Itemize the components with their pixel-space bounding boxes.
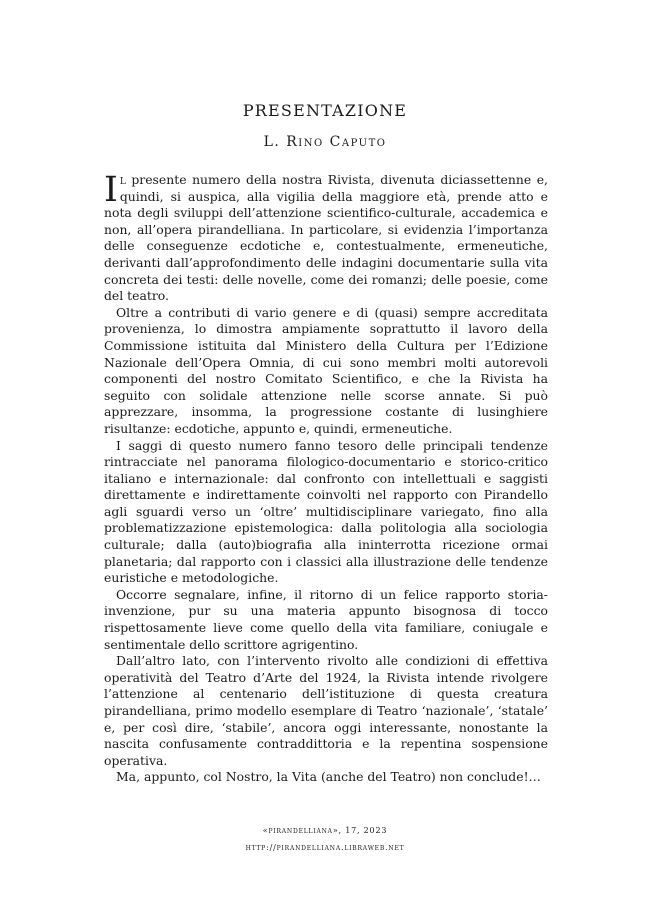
journal-url: http://pirandelliana.libraweb.net [245,843,405,852]
journal-citation: «pirandelliana», 17, 2023 [262,826,388,835]
paragraph-6: Ma, appunto, col Nostro, la Vita (anche del Teatro) non conclude!… [116,769,541,785]
paragraph-2: Oltre a contributi di vario genere e di (quasi) sempre accreditata provenienza, lo dimostra ampiamente soprattutto il lavoro della Commissione istituita dal Ministero della Cultura per l’Edizione Nazionale dell’Opera Omnia, di cui sono membri molti autorevoli componenti del nostro Comitato Scientifico, e che la Rivista ha seguito con solidale attenzione nelle scorse annate. Si può apprezzare, insomma, la progressione costante di lusinghiere risultanze: ecdotiche, appunto e, quindi, ermeneutiche. [104,304,548,436]
paragraph-4: Occorre segnalare, infine, il ritorno di un felice rapporto storia-invenzione, pur su una materia appunto bisognosa di tocco rispettosamente lieve come quello della vita familiare, coniugale e sentimentale dello scrittore agrigentino. [104,586,548,652]
paragraph-1 [104,172,548,305]
paragraph-1-text: presente numero della nostra Rivista, divenuta diciassettenne e, quindi, si auspica, alla vigilia della maggiore età, prende atto e nota degli sviluppi dell’attenzione scientifico-culturale, accademica e non, all’opera pirandelliana. In particolare, si evidenzia l’importanza delle conseguenze ecdotiche e, contestualmente, ermeneutiche, derivanti dall’approfondimento delle indagini documentarie sulla vita concreta dei testi: delle novelle, come dei romanzi; delle poesie, come del teatro. [104,172,548,304]
page-title: PRESENTAZIONE [242,101,408,120]
drop-cap-continuation: l [119,172,126,187]
paragraph-5: Dall’altro lato, con l’intervento rivolto alle condizioni di effettiva operatività del Teatro d’Arte del 1924, la Rivista intende rivolgere l’attenzione al centenario dell’istituzione di questa creatura pirandelliana, primo modello esemplare di Teatro ‘nazionale’, ‘statale’ e, per così dire, ‘stabile’, ancora oggi interessante, nonostante la nascita confusamente contraddittoria e la repentina sospensione operativa. [104,653,548,768]
paragraph-3: I saggi di questo numero fanno tesoro delle principali tendenze rintracciate nel panorama filologico-documentario e storico-critico italiano e internazionale: dal confronto con intellettuali e saggisti direttamente e indirettamente coinvolti nel rapporto con Pirandello agli sguardi verso un ‘oltre’ multidisciplinare variegato, fino alla problematizzazione epistemologica: dalla politologia alla sociologia culturale; dalla (auto)biografia alla ininterrotta ricezione ormai planetaria; dal rapporto con i classici alla illustrazione delle tendenze euristiche e metodologiche. [104,437,548,586]
article-body [104,172,548,786]
drop-cap: I [104,170,118,210]
author-name: L. Rino Caputo [263,134,387,150]
